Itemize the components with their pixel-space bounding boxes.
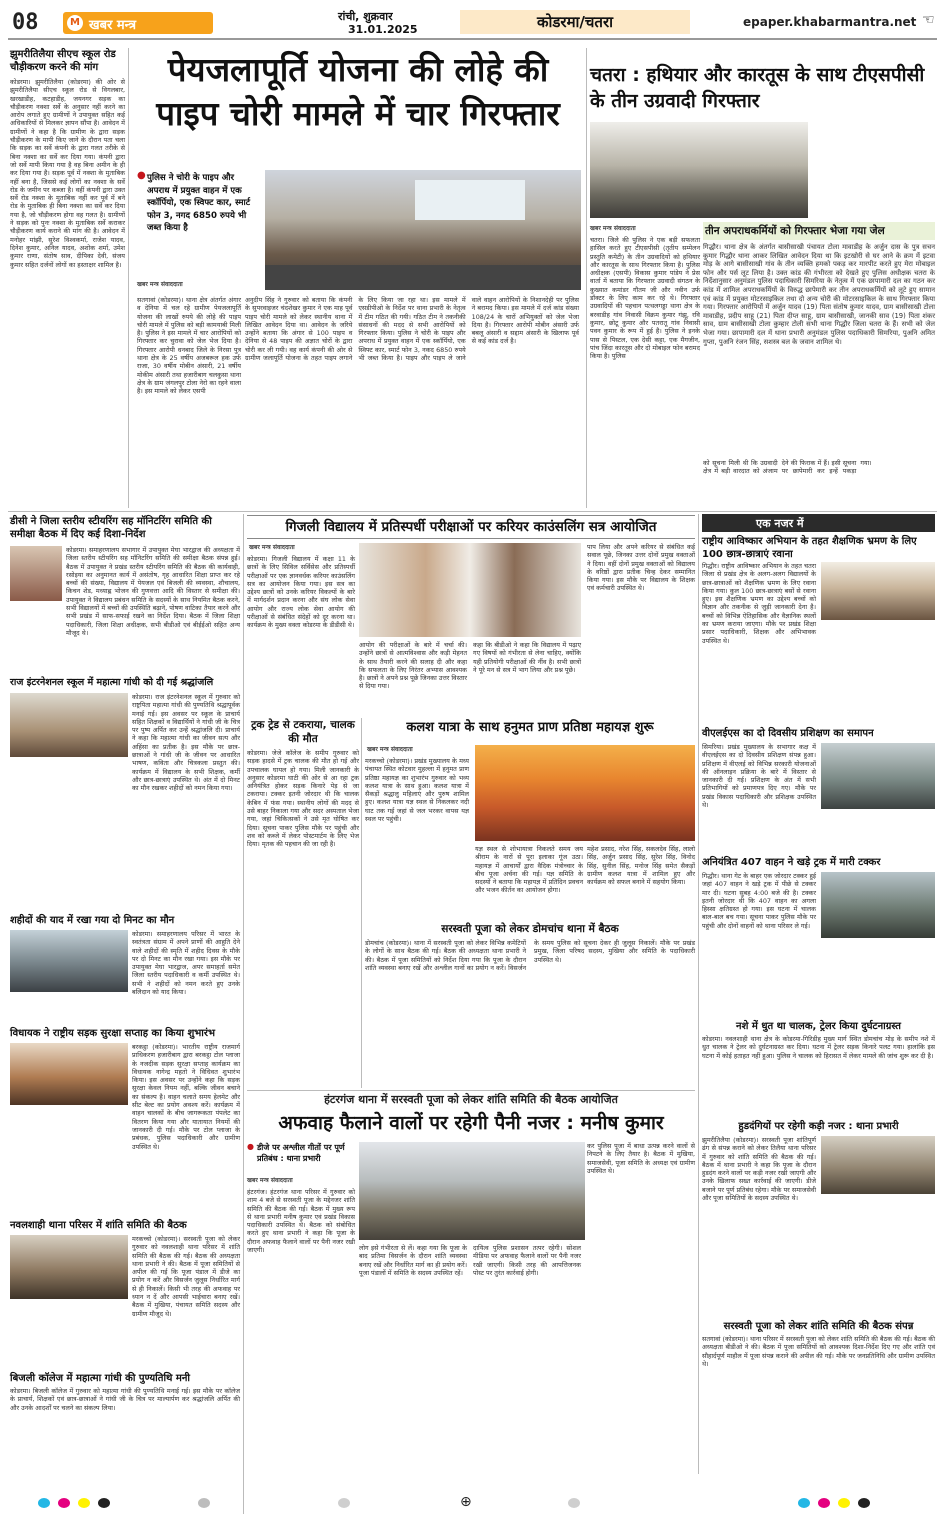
kicker-label: एक नजर में <box>756 517 804 530</box>
headline: कलश यात्रा के साथ हनुमत प्राण प्रतिष्ठा महायज्ञ शुरू <box>406 720 654 735</box>
photo-police-press <box>265 170 581 290</box>
story-body-col4: कर पुलिस पूजा में बाधा उत्पन्न करने वालों से निपटने के लिए तैयार है। बैठक में मुखिया, समाजसेवी, पूजा समिति के अध्यक्ष एवं ग्रामीण उपस्थित थे। <box>587 1142 695 1175</box>
byline: खबर मन्त्र संवाददाता <box>249 544 295 551</box>
brand-icon: M <box>67 15 83 31</box>
headline: हुडदंगियों पर रहेगी कड़ी नजर : थाना प्रभारी <box>738 1121 899 1132</box>
story-peace-committee <box>702 1320 935 1470</box>
story-body: कोडरमा। जेजे कॉलेज के समीप गुरुवार को सड़क हादसे में ट्रक चालक की मौत हो गई और उपचालक घायल हो गया। मिली जानकारी के अनुसार कोडरमा घाटी की ओर से आ रहा ट्रक अनियंत्रित होकर सड़क किनारे पेड़ से जा टकराया। टक्कर इतनी जोरदार थी कि चालक केबिन में फंस गया। स्थानीय लोगों की मदद से उसे बाहर निकाला गया और सदर अस्पताल भेजा गया, जहां चिकित्सकों ने उसे मृत घोषित कर दिया। सूचना पाकर पुलिस मौके पर पहुंची और शव को कब्जे में लेकर पोस्टमार्टम के लिए भेज दिया। मृतक की पहचान की जा रही है। <box>247 749 359 849</box>
color-dot-black <box>858 1498 870 1508</box>
story-body: सिमरिया। प्रखंड मुख्यालय के सभागार कक्ष में वीएलईएस का दो दिवसीय प्रशिक्षण संपन्न हुआ। प्रशिक्षण में वीएलई को विभिन्न सरकारी योजनाओं की ऑनलाइन प्रक्रिया के बारे में विस्तार से जानकारी दी गई। प्रशिक्षण के अंत में सभी प्रतिभागियों को प्रमाणपत्र दिए गए। मौके पर प्रखंड विकास पदाधिकारी और प्रशिक्षक उपस्थित थे। <box>702 743 816 810</box>
photo-collision <box>821 872 935 938</box>
story-body-col2: आयोग की परीक्षाओं के बारे में चर्चा की। उन्होंने छात्रों से आत्मविश्वास और कड़ी मेहनत के साथ तैयारी करने की सलाह दी और कहा कि सफलता के लिए निरंतर अभ्यास आवश्यक है। छात्रों ने अपने प्रश्न पूछे जिनका उत्तर विस्तार से दिया गया। <box>359 641 467 691</box>
story-raj-body <box>10 764 240 912</box>
kicker: हंटरगंज थाना में सरस्वती पूजा को लेकर शांति समिति की बैठक आयोजित <box>324 1093 618 1106</box>
story-body: मरकच्चो (कोडरमा)। सरस्वती पूजा को लेकर गुरुवार को नवलशाही थाना परिसर में शांति समिति की बैठक की गई। बैठक की अध्यक्षता थाना प्रभारी ने की। बैठक में पूजा समितियों से अपील की गई कि पूजा पंडाल में डीजे का प्रयोग न करें और विसर्जन जुलूस निर्धारित मार्ग से ही निकालें। किसी भी तरह की अफवाह पर ध्यान न दें और आपसी भाईचारा बनाए रखें। बैठक में मुखिया, पंचायत समिति सदस्य और ग्रामीण मौजूद थे। <box>132 1235 240 1318</box>
byline: खबर मन्त्र संवाददाता <box>590 225 636 232</box>
story-body-col2: लोग इसे गंभीरता से लें। कहा गया कि पूजा के बाद प्रतिमा विसर्जन के दौरान शांति व्यवस्था बनाए रखें और निर्धारित मार्ग का ही प्रयोग करें। पूजा पंडालों में समिति के सदस्य उपस्थित रहें। <box>359 1244 467 1277</box>
headline: शहीदों की याद में रखा गया दो मिनट का मौन <box>10 915 175 926</box>
story-body: कोडरमा। नवलशाही थाना क्षेत्र के कोडरमा-गिरिडीह मुख्य मार्ग स्थित डोमचांच मोड़ के समीप नशे में धुत चालक ने ट्रेलर को दुर्घटनाग्रस्त कर दिया। घटना में ट्रेलर सड़क किनारे पलट गया। हालांकि इस घटना में कोई हताहत नहीं हुआ। पुलिस ने चालक को हिरासत में लेकर मामले की जांच शुरू कर दी है। <box>702 1035 935 1060</box>
story-body: सतगावां (कोडरमा)। थाना परिसर में सरस्वती पूजा को लेकर शांति समिति की बैठक की गई। बैठक की अध्यक्षता बीडीओ ने की। बैठक में पूजा समितियों को आवश्यक दिशा-निर्देश दिए गए और शांति एवं सौहार्दपूर्ण माहौल में पूजा संपन्न कराने की अपील की गई। मौके पर जनप्रतिनिधि और ग्रामीण उपस्थित थे। <box>702 1335 935 1368</box>
color-dot-magenta <box>58 1498 70 1508</box>
photo-martyrs <box>10 930 128 992</box>
photo-hunterganj <box>359 1142 585 1240</box>
story-body: गिद्धौर। थाना क्षेत्र के अंतर्गत बासीसाखी पंचायत टोला मावाडीह के अर्जुन दास के पुत्र सचन कुमार गिद्धौर थाना आकर लिखित आवेदन दिया था कि इटखोरी से घर आने के क्रम में इटवा मोड़ के आगे बासीसाखी गांव के तीन व्यक्ति हमको पकड़ कर मारपीट करते हुए मेरा मोबाइल फोन और पर्स लूट लिया है। उक्त कांड की गंभीरता को देखते हुए पुलिस अधीक्षक चतरा के निर्देशानुसार अनुमंडल पुलिस पदाधिकारी सिमरिया के नेतृत्व में एक छापामारी दल का गठन कर कांड में शामिल अपराधकर्मियों के विरुद्ध छापेमारी कर तीन अपराधकर्मियों को लूटे हुए सामान एवं कांड में प्रयुक्त मोटरसाइकिल तथा दो अन्य चोरी की मोटरसाइकिल के साथ गिरफ्तार किया गया। गिरफ्तार आरोपियों में अर्जुन यादव (19) पिता संतोष कुमार यादव, ग्राम बासीसाखी टोला मावाडीह, प्रदीप साहू (21) पिता दीप्त साहू, ग्राम बासीसाखी, जानकी साव (19) पिता शंकर साव, ग्राम बासीसाखी टोला कुम्हार टोली सभी थाना गिद्धौर जिला चतरा के हैं। सभी को जेल भेजा गया। छापामारी दल में थाना प्रभारी अनुमंडल पुलिस पदाधिकारी सिमरिया, पुअनि अमित गुप्ता, पुअनि रंजन सिंह, सशस्त्र बल के जवान शामिल थे। <box>703 243 935 346</box>
color-dot-gray <box>338 1498 350 1508</box>
story-body: गिद्धौर। राष्ट्रीय आविष्कार अभियान के तहत चतरा जिला से प्रखंड क्षेत्र के अलग-अलग विद्यालयों के छात्र-छात्राओं को शैक्षणिक भ्रमण के लिए रवाना किया गया। कुल 100 छात्र-छात्राएं बसों से रवाना हुए। इस शैक्षणिक भ्रमण का उद्देश्य बच्चों को विज्ञान और तकनीक से जुड़ी जानकारी देना है। बच्चों को विभिन्न ऐतिहासिक और वैज्ञानिक स्थलों का भ्रमण कराया जाएगा। मौके पर प्रखंड शिक्षा प्रसार पदाधिकारी, शिक्षक और अभिभावक उपस्थित थे। <box>702 562 816 645</box>
epaper-url[interactable]: epaper.khabarmantra.net <box>743 15 917 29</box>
story-body: बरकट्ठा (कोडरमा)। भारतीय राष्ट्रीय राजमार्ग प्राधिकरण हजारीबाग द्वारा बरकट्ठा टोल प्लाजा के नजदीक सड़क सुरक्षा सप्ताह कार्यक्रम का विधायक नागेन्द्र महतो ने विधिवत शुभारंभ किया। इस अवसर पर उन्होंने कहा कि सड़क सुरक्षा केवल नियम नहीं, बल्कि जीवन बचाने का संकल्प है। वाहन चलाते समय हेलमेट और सीट बेल्ट का प्रयोग अवश्य करें। कार्यक्रम में वाहन चालकों के बीच जागरूकता पंपलेट का वितरण किया गया और यातायात नियमों की जानकारी दी गई। मौके पर टोल प्लाजा के प्रबंधक, पुलिस पदाधिकारी और ग्रामीण उपस्थित थे। <box>132 1043 240 1151</box>
divider <box>586 48 587 508</box>
story-dc-meeting <box>10 515 240 675</box>
story-body-col1: हंटरगंज। हंटरगंज थाना परिसर में गुरुवार को शाम 4 बजे से सरस्वती पूजा के मद्देनजर शांति समिति की बैठक की गई। बैठक में मुख्य रूप से थाना प्रभारी मनीष कुमार एवं प्रखंड विकास पदाधिकारी उपस्थित थे। बैठक को संबोधित करते हुए थाना प्रभारी ने कहा कि पूजा के दौरान अफवाह फैलाने वालों पर पैनी नजर रखी जाएगी। <box>247 1188 355 1255</box>
story-body: कोडरमा। राज इंटरनेशनल स्कूल में गुरुवार को राष्ट्रपिता महात्मा गांधी की पुण्यतिथि श्रद्धापूर्वक मनाई गई। इस अवसर पर स्कूल के प्राचार्य सहित शिक्षकों व विद्यार्थियों ने गांधी जी के चित्र पर पुष्प अर्पित कर उन्हें श्रद्धांजलि दी। प्राचार्य ने कहा कि महात्मा गांधी का जीवन सत्य और अहिंसा का प्रतीक है। इस मौके पर छात्र-छात्राओं ने गांधी जी के जीवन पर आधारित भाषण, कविता और चित्रकला प्रस्तुत की। कार्यक्रम में विद्यालय के सभी शिक्षक, कर्मी और छात्र-छात्राएं उपस्थित थे। अंत में दो मिनट का मौन रखकर शहीदों को नमन किया गया। <box>132 693 240 793</box>
color-dot-cyan <box>798 1498 810 1508</box>
story-hooligans <box>702 1120 935 1316</box>
photo-counselling <box>359 543 581 637</box>
divider <box>128 48 129 508</box>
headline: सरस्वती पूजा को लेकर डोमचांच थाना में बैठक <box>441 923 619 935</box>
story-truck-tree <box>247 718 359 1086</box>
color-dot-yellow <box>78 1498 90 1508</box>
story-tail: को सूचना मिली थी कि उग्रवादी क्षेत्र में बड़ी वारदात को अंजाम देने की फिराक में हैं। इसी सूचना पर छापेमारी कर इन्हें पकड़ा गया। <box>703 459 872 476</box>
divider <box>243 514 244 1514</box>
photo-kalash-yatra <box>475 745 695 841</box>
story-vles-training <box>702 727 935 853</box>
highlight-box <box>247 1142 355 1172</box>
divider-horizontal <box>8 511 937 512</box>
story-body: कोडरमा। झुमरीतिलैया (कोडरमा) की ओर से झुमरीतिलैया सीएच स्कूल रोड से विगलबार, खरखाडीह, कटहाडीह, जयनगर सड़क का चौड़ीकरण नक्शा सर्वे के अनुसार नहीं करने का आरोप लगाते हुए ग्रामीणों ने उपायुक्त सहित कई अधिकारियों से मिलकर ज्ञापन सौंपा है। आवेदन में ग्रामीणों ने कहा है कि ग्रामीण के द्वारा सड़क चौड़ीकरण के मापी किए जाने के दौरान पता चला कि सड़क का सर्वे कंपनी के द्वारा गलत तरीके से बिना नक्शा का सर्वे कर दिया गया। कंपनी द्वारा जो सर्वे मापी किया गया है वह बिना अमीन के ही कर दिया गया है। सड़क पूर्व में नक्शा के मुताबिक नहीं बना है, जिससे कई लोगों का नक्शा के सर्वे रोड के जमीन पर कब्जा है। वहीं कंपनी द्वारा उक्त सर्वे रोड नक्शा के मुताबिक नहीं कर पूर्व में बने रोड के मुताबिक ही बिना नक्शा का सर्वे कर दिया गया है, जो चौड़ीकरण होगा वह गलत है। ग्रामीणों ने सड़क को पुनः नक्शा के मुताबिक सर्वे कराकर चौड़ीकरण कार्य कराने की मांग की है। आवेदन में मनोहर मांझी, सुरेश विश्वकर्मा, राजेश यादव, दिनेश कुमार, अनिल यादव, अशोक शर्मा, उमेश कुमार राणा, संतोष साव, दीपिका देवी, संजय कुमार सहित दर्जनों लोगों का हस्ताक्षर शामिल है। <box>10 78 125 269</box>
dateline-date: 31.01.2025 <box>348 23 418 36</box>
headline: गिजली विद्यालय में प्रतिस्पर्धी परीक्षाओं पर करियर काउंसलिंग सत्र आयोजित <box>247 515 695 539</box>
story-nawalshahi <box>10 1219 240 1369</box>
story-bijli-college <box>10 1372 240 1460</box>
photo-tspc-arrest <box>590 122 808 218</box>
photo-vles <box>821 743 935 809</box>
photo-school <box>10 693 128 757</box>
headline: पेयजलापूर्ति योजना की लोहे की पाइप चोरी मामले में चार गिरफ्तार <box>156 50 560 133</box>
story-three-criminals <box>703 222 935 508</box>
story-career-counselling <box>247 515 695 715</box>
headline: नशे में धुत था चालक, ट्रेलर किया दुर्घटनाग्रस्त <box>736 1021 901 1032</box>
story-body: डोमचांच (कोडरमा)। थाना में सरस्वती पूजा को लेकर विभिन्न कमेटियों के लोगों के साथ बैठक की गई। बैठक की अध्यक्षता थाना प्रभारी ने की। बैठक में पूजा समितियों को निर्देश दिया गया कि पूजा के दौरान शांति व्यवस्था बनाए रखें और अश्लील गानों का प्रयोग न करें। विसर्जन के समय पुलिस को सूचना देकर ही जुलूस निकालें। मौके पर प्रखंड प्रमुख, जिला परिषद सदस्य, मुखिया और समिति के पदाधिकारी उपस्थित थे। <box>365 939 695 972</box>
registration-crosshair-icon: ⊕ <box>460 1494 472 1510</box>
headline: चतरा : हथियार और कारतूस के साथ टीएसपीसी के तीन उग्रवादी गिरफ्तार <box>590 64 925 112</box>
brand-logo <box>63 12 213 34</box>
story-407-collision <box>702 856 935 1016</box>
color-dot-magenta <box>818 1498 830 1508</box>
story-body-col1: मरकच्चो (कोडरमा)। प्रखंड मुख्यालय के मध्य पंचायत स्थित कोटवार मुहल्ला में हनुमत प्राण प्रतिष्ठा महायज्ञ का शुभारंभ गुरुवार को भव्य कलश यात्रा के साथ हुआ। कलश यात्रा में सैकड़ों श्रद्धालु महिलाएं और पुरुष शामिल हुए। कलश यात्रा यज्ञ स्थल से निकलकर नदी घाट तक गई जहां से जल भरकर वापस यज्ञ स्थल पर पहुंची। <box>365 757 469 824</box>
headline: तीन अपराधकर्मियों को गिरफ्तार भेजा गया जेल <box>703 222 935 240</box>
bullet-icon: ● <box>137 170 146 181</box>
story-body: कोडरमा। समाहरणालय परिसर में भारत के स्वतंत्रता संग्राम में अपने प्राणों की आहुति देने वाले शहीदों की स्मृति में शहीद दिवस के मौके पर दो मिनट का मौन रखा गया। इस मौके पर उपायुक्त मेघा भारद्वाज, अपर समाहर्ता समेत जिला स्तरीय पदाधिकारी व कर्मी उपस्थित थे। सभी ने शहीदों को नमन करते हुए उनके बलिदान को याद किया। <box>132 930 240 997</box>
story-body: गिद्धौर। थाना गेट के बाहर एक जोरदार टक्कर हुई जहां 407 वाहन ने खड़े ट्रक में पीछे से टक्कर मार दी। घटना सुबह 4:00 बजे की है। टक्कर इतनी जोरदार थी कि 407 वाहन का अगला हिस्सा क्षतिग्रस्त हो गया। इस घटना में चालक बाल-बाल बच गया। सूचना पाकर पुलिस मौके पर पहुंची और दोनों वाहनों को थाना परिसर ले गई। <box>702 872 816 930</box>
headline: विधायक ने राष्ट्रीय सड़क सुरक्षा सप्ताह का किया शुभारंभ <box>10 1028 215 1039</box>
story-road-safety <box>10 1027 240 1217</box>
story-drunk-driver <box>702 1020 935 1116</box>
color-dot-yellow <box>838 1498 850 1508</box>
photo-road-safety <box>10 1043 128 1105</box>
byline: खबर मन्त्र संवाददाता <box>247 1177 293 1184</box>
headline: राज इंटरनेशनल स्कूल में महात्मा गांधी को दी गई श्रद्धांजलि <box>10 677 214 688</box>
divider <box>698 514 699 1474</box>
divider-horizontal <box>247 1090 695 1091</box>
story-education-tour <box>702 514 935 724</box>
headline: नवलशाही थाना परिसर में शांति समिति की बैठक <box>10 1220 187 1231</box>
page-number: 08 <box>12 10 39 35</box>
headline: राष्ट्रीय आविष्कार अभियान के तहत शैक्षणिक भ्रमण के लिए 100 छात्र-छात्राएं रवाना <box>702 536 917 560</box>
bullet-icon: ● <box>247 1142 254 1151</box>
headline: बिजली कॉलेज में महात्मा गांधी की पुण्यतिथि मनी <box>10 1373 191 1384</box>
story-body-col4: पाप लिया और अपने करियर से संबंधित कई सवाल पूछे, जिनका उत्तर दोनों प्रमुख वक्ताओं ने दिया। वहीं दोनों प्रमुख वक्ताओं को विद्यालय के वरिष्ठों द्वारा प्रतीक चिन्ह देकर सम्मानित किया गया। इस मौके पर विद्यालय के शिक्षक एवं कर्मचारी उपस्थित थे। <box>587 543 695 593</box>
highlight-text: पुलिस ने चोरी के पाइप और अपराध में प्रयुक्त वाहन में एक स्कॉर्पियो, एक स्विफ्ट कार, स्मार्ट फोन 3, नगद 6850 रुपये भी जब्त किया है <box>147 173 251 233</box>
story-body-col3: महेश प्रसाद, नरेश सिंह, सकलदेव सिंह, लालो सिंह, अर्जुन प्रसाद सिंह, सुरेश सिंह, विनोद सिंह, सुनील सिंह, मनोज सिंह समेत सैकड़ों ग्रामीण कलश यात्रा में शामिल हुए और कार्यक्रम को सफल बनाने में सहयोग किया। <box>587 845 695 887</box>
headline: सरस्वती पूजा को लेकर शांति समिति की बैठक संपन्न <box>723 1321 914 1332</box>
photo-nawalshahi <box>10 1235 128 1299</box>
headline: अनियंत्रित 407 वाहन ने खड़े ट्रक में मारी टक्कर <box>702 857 881 868</box>
story-body-col2: यज्ञ स्थल से शोभायात्रा निकलते समय जय श्रीराम के नारों से पूरा इलाका गूंज उठा। महायज्ञ में आचार्यों द्वारा वैदिक मंत्रोच्चार के बीच पूजा अर्चना की गई। यज्ञ समिति के सदस्यों ने बताया कि महायज्ञ में प्रतिदिन प्रवचन और भजन कीर्तन का आयोजन होगा। <box>475 845 583 895</box>
headline: वीएलईएस का दो दिवसीय प्रशिक्षण का समापन <box>702 728 874 739</box>
highlight-text: डीजे पर अश्लील गीतों पर पूर्ण प्रतिबंध : थाना प्रभारी <box>257 1143 345 1163</box>
masthead <box>8 6 937 40</box>
story-hunterganj <box>247 1092 695 1464</box>
byline: खबर मन्त्र संवाददाता <box>137 281 183 288</box>
story-martyrs <box>10 914 240 1024</box>
story-kalash-yatra <box>365 719 695 919</box>
headline: डीसी ने जिला स्तरीय स्टीयरिंग सह मॉनिटरिंग समिति की समीक्षा बैठक में दिए कई दिशा-निर्देश <box>10 516 212 540</box>
color-dot-gray <box>198 1498 210 1508</box>
brand-name: खबर मन्त्र <box>89 18 137 33</box>
story-body: झुमरीतिलैया (कोडरमा)। सरस्वती पूजा शांतिपूर्ण ढंग से संपन्न कराने को लेकर तिलैया थाना परिसर में गुरुवार को शांति समिति की बैठक की गई। बैठक में थाना प्रभारी ने कहा कि पूजा के दौरान हुडदंग करने वालों पर कड़ी नजर रखी जाएगी और उनके खिलाफ सख्त कार्रवाई की जाएगी। डीजे बजाने पर पूर्ण प्रतिबंध रहेगा। मौके पर समाजसेवी और पूजा समितियों के सदस्य उपस्थित थे। <box>702 1136 816 1203</box>
story-pipe-theft <box>133 48 583 510</box>
section-label: कोडरमा/चतरा <box>460 10 690 34</box>
byline: खबर मन्त्र संवाददाता <box>367 746 413 753</box>
pointer-icon: ☜ <box>922 12 935 28</box>
photo-table <box>265 265 581 290</box>
story-body: चतरा। जिले की पुलिस ने एक बड़ी सफलता हासिल करते हुए टीएसपीसी (तृतीय सम्मेलन प्रस्तुति कमेटी) के तीन उग्रवादियों को हथियार और कारतूस के साथ गिरफ्तार किया है। पुलिस अधीक्षक (एसपी) विकास कुमार पांडेय ने प्रेस वार्ता में बताया कि गिरफ्तार उग्रवादी संगठन के कुख्यात कमांडर गौतम जी और नवीन उर्फ डॉक्टर के लिए काम कर रहे थे। गिरफ्तार उग्रवादियों की पहचान पत्थलगड्डा थाना क्षेत्र के बरवाडीह गांव निवासी विक्रम कुमार गंझू, रवि कुमार, छोटू कुमार और पतरातू गांव निवासी पवन कुमार के रूप में हुई है। पुलिस ने इनके पास से पिस्टल, एक देसी कट्टा, एक मैगजीन, पांच जिंदा कारतूस और दो मोबाइल फोन बरामद किया है। पुलिस <box>590 236 700 361</box>
story-body-col3: दायित्व पुलिस प्रशासन तत्पर रहेगी। सोशल मीडिया पर अफवाह फैलाने वालों पर पैनी नजर रखी जाएगी। किसी तरह की आपत्तिजनक पोस्ट पर तुरंत कार्रवाई होगी। <box>473 1244 581 1277</box>
photo-dc-portrait <box>10 546 62 601</box>
color-dot-black <box>98 1498 110 1508</box>
footer-registration-marks <box>8 1494 937 1512</box>
kicker-box <box>702 514 935 532</box>
story-body-col1: सतगावां (कोडरमा)। थाना क्षेत्र अंतर्गत अंगार व देनिया में चल रहे ग्रामीण पेयजलापूर्ति योजना की लाखों रुपये की लोहे की पाइप चोरी मामले में पुलिस को बड़ी कामयाबी मिली है। पुलिस ने इस मामले में चार आरोपियों को गिरफ्तार कर चुरावा को जेल भेज दिया है। गिरफ्तार आरोपी धनबाद जिले के निरसा पुत्र थाना क्षेत्र के 25 वर्षीय अजबरूल हक उर्फ राजा, 30 वर्षीय मोबीन अंसारी, 21 वर्षीय मोकीम अंसारी तथा हजारीबाग चलकुसा थाना क्षेत्र के ग्राम जंगलपुर टोला नेरो का रहने वाला है। इस मामले को लेकर एसपी <box>137 296 241 396</box>
story-body: कोडरमा। बिजली कॉलेज में गुरुवार को महात्मा गांधी की पुण्यतिथि मनाई गई। इस मौके पर कॉलेज के प्राचार्य, शिक्षकों एवं छात्र-छात्राओं ने गांधी जी के चित्र पर माल्यार्पण कर श्रद्धांजलि अर्पित की और उनके आदर्शों पर चलने का संकल्प लिया। <box>10 1387 240 1412</box>
photo-banner <box>415 180 525 220</box>
story-body-col3: कहा कि बीडीओ ने कहा कि विद्यालय में पढ़ाए गए विषयों को गंभीरता से लेना चाहिए, क्योंकि यही प्रतियोगी परीक्षाओं की नींव है। सभी छात्रों ने पूरे मन से सत्र में भाग लिया और प्रश्न पूछे। <box>473 641 581 674</box>
headline: झुमरीतिलैया सीएच स्कूल रोड चौड़ीकरण करने की मांग <box>10 49 116 73</box>
story-body-col1: कोडरमा। गिजली विद्यालय में कक्षा 11 के छात्रों के लिए सिविल सर्विसेस और प्रतिस्पर्धी परीक्षाओं पर एक ज्ञानवर्धक करियर काउंसलिंग सत्र का आयोजन किया गया। इस सत्र का उद्देश्य छात्रों को उनके करियर विकल्पों के बारे में मार्गदर्शन प्रदान करना और संघ लोक सेवा आयोग और राज्य लोक सेवा आयोग की परीक्षाओं से संबंधित संदेहों को दूर करना था। कार्यक्रम के मुख्य वक्ता कोडरमा के डीडीसी थे। <box>247 555 355 630</box>
color-dot-gray <box>568 1498 580 1508</box>
divider <box>361 718 362 1088</box>
story-body-col2: अनुदीप सिंह ने गुरुवार को बताया कि कंपनी के सुपरवाइजर चंदशेखर कुमार ने एक माह पूर्व पाइप चोरी मामले को लेकर स्थानीय थाना में लिखित आवेदन दिया था। आवेदन के जरिये उन्होंने बताया कि अंगार से 100 पाइप व देनिया से 48 पाइप की अज्ञात चोरों के द्वारा चोरी कर ली गयी। वह कार्य कंपनी की ओर से ग्रामीण जलापूर्ति योजना के तहत पाइप लगाने के लिए किया जा रहा था। इस मामले में एसडीपीओ के निर्देश पर थाना प्रभारी के नेतृत्व में टीम गठित की गयी। गठित टीम ने तकनीकी संसाधनों की मदद से सभी आरोपियों को गिरफ्तार किया। पुलिस ने चोरी के पाइप और अपराध में प्रयुक्त वाहन में एक स्कॉर्पियो, एक स्विफ्ट कार, स्मार्ट फोन 3, नकद 6850 रुपये भी जब्त किया है। पाइप और पाइप ले जाने वाले वाहन आरोपियों के निशानदेही पर पुलिस ने बरामद किया। इस मामले में दर्ज कांड संख्या 108/24 के चारों अभियुक्तों को जेल भेजा दिया है। गिरफ्तार आरोपी मोबीन अंसारी उर्फ बबलू अंसारी व सद्दाम अंसारी के खिलाफ पूर्व से कई कांड दर्ज है। <box>245 296 579 363</box>
color-dot-cyan <box>38 1498 50 1508</box>
headline: अफवाह फैलाने वालों पर रहेगी पैनी नजर : मनीष कुमार <box>278 1112 664 1134</box>
photo-bus-tour <box>821 562 935 620</box>
story-domchanch-meeting <box>365 922 695 1062</box>
dateline-city: रांची, शुक्रवार <box>338 10 393 23</box>
highlight-box <box>137 172 257 292</box>
story-body: कोडरमा। समाहरणालय सभागार में उपायुक्त मेघा भारद्वाज की अध्यक्षता में जिला स्तरीय स्टीयरिंग सह मॉनिटरिंग समिति की समीक्षा बैठक संपन्न हुई। बैठक में उपायुक्त ने प्रखंड स्तरीय स्टीयरिंग समिति की बैठक की कार्यवाही, रसोइया का अनुमानत कार्य में असंतोष, गृह आधारित शिक्षा प्राप्त कर रहे बच्चों की संख्या, विद्यालय में पेयजल एवं बिजली की व्यवस्था, शौचालय, किचन शेड, मध्याह्न भोजन की गुणवत्ता आदि की विस्तार से समीक्षा की। उपायुक्त ने विद्यालय प्रबंधन समिति के सदस्यों के साथ नियमित बैठक करने, सभी विद्यालयों में बच्चों की उपस्थिति बढ़ाने, पोषण वाटिका तैयार करने और सभी प्रखंड में साफ-सफाई रखने का निर्देश दिया। बैठक में जिला शिक्षा पदाधिकारी, जिला शिक्षा अधीक्षक, सभी बीडीओ एवं बीईईओ सहित अन्य मौजूद थे। <box>66 546 240 637</box>
story-school-road <box>10 48 125 503</box>
photo-tilaiya-meeting <box>821 1136 935 1194</box>
headline: ट्रक ट्रेड से टकराया, चालक की मौत <box>251 719 355 745</box>
